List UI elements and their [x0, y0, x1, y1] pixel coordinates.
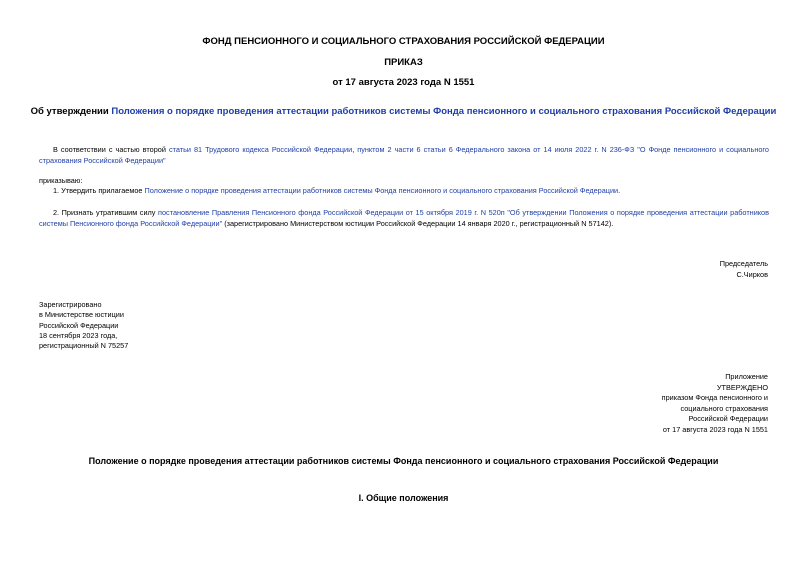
document-date-number: от 17 августа 2023 года N 1551: [332, 77, 475, 88]
order-item-1-end: .: [618, 186, 621, 195]
federal-law-link[interactable]: пунктом 2 части 6 статьи 6 Федерального закона от 14 июля 2022 г. N 236-ФЗ "О Фонде пенсионного и социального страхования Российской Федерации": [39, 145, 769, 165]
registration-line: Российской Федерации: [39, 320, 119, 330]
registration-block: [39, 300, 128, 351]
appendix-line: Российской Федерации: [688, 414, 768, 423]
preamble-text: В соответствии с частью второй: [53, 145, 169, 154]
regulation-link[interactable]: Положение о порядке проведения аттестации работников системы Фонда пенсионного и социального страхования Российской Федерации: [144, 186, 619, 195]
registration-line: 18 сентября 2023 года,: [39, 330, 118, 340]
appendix-line: от 17 августа 2023 года N 1551: [662, 424, 768, 434]
organization-header: ФОНД ПЕНСИОННОГО И СОЦИАЛЬНОГО СТРАХОВАНИЯ РОССИЙСКОЙ ФЕДЕРАЦИИ: [202, 36, 605, 47]
registration-line: в Министерстве юстиции: [39, 310, 124, 320]
regulation-title: Положение о порядке проведения аттестации работников системы Фонда пенсионного и социального страхования Российской Федерации: [88, 456, 719, 466]
preamble-paragraph: [39, 145, 769, 166]
labor-code-link[interactable]: статьи 81 Трудового кодекса Российской Федерации: [168, 145, 353, 154]
appendix-block: [662, 372, 768, 435]
order-item-1: [53, 186, 769, 197]
document-type: ПРИКАЗ: [384, 57, 423, 68]
appendix-line: УТВЕРЖДЕНО: [716, 382, 768, 392]
repealed-resolution-link[interactable]: постановление Правления Пенсионного фонда Российской Федерации от 15 октября 2019 г. N 520п "Об утверждении Положения о порядке проведения аттестации работников системы Пенсионного фонда Российской Федерации": [39, 208, 769, 228]
orders-word: приказываю:: [39, 176, 83, 185]
signature-position: Председатель: [719, 259, 768, 268]
order-title: [0, 106, 807, 117]
appendix-line: приказом Фонда пенсионного и: [661, 393, 768, 402]
registration-line: Зарегистрировано: [39, 300, 102, 309]
appendix-line: Приложение: [725, 372, 768, 381]
order-item-2-end: (зарегистрировано Министерством юстиции Российской Федерации 14 января 2020 г., регистрационный N 57142).: [222, 218, 614, 228]
signature-block: [720, 259, 768, 280]
order-title-link[interactable]: Положения о порядке проведения аттестации работников системы Фонда пенсионного и социального страхования Российской Федерации: [111, 106, 777, 117]
registration-line: регистрационный N 75257: [39, 341, 129, 351]
order-item-2-text: 2. Признать утратившим силу: [53, 208, 159, 217]
order-item-2: [39, 208, 769, 229]
appendix-line: социального страхования: [680, 403, 768, 413]
signature-name: С.Чирков: [736, 269, 768, 279]
preamble-separator: ,: [352, 145, 358, 154]
order-item-1-text: 1. Утвердить прилагаемое: [53, 186, 145, 195]
order-title-prefix: Об утверждении: [30, 106, 112, 117]
section-heading: I. Общие положения: [358, 493, 449, 503]
